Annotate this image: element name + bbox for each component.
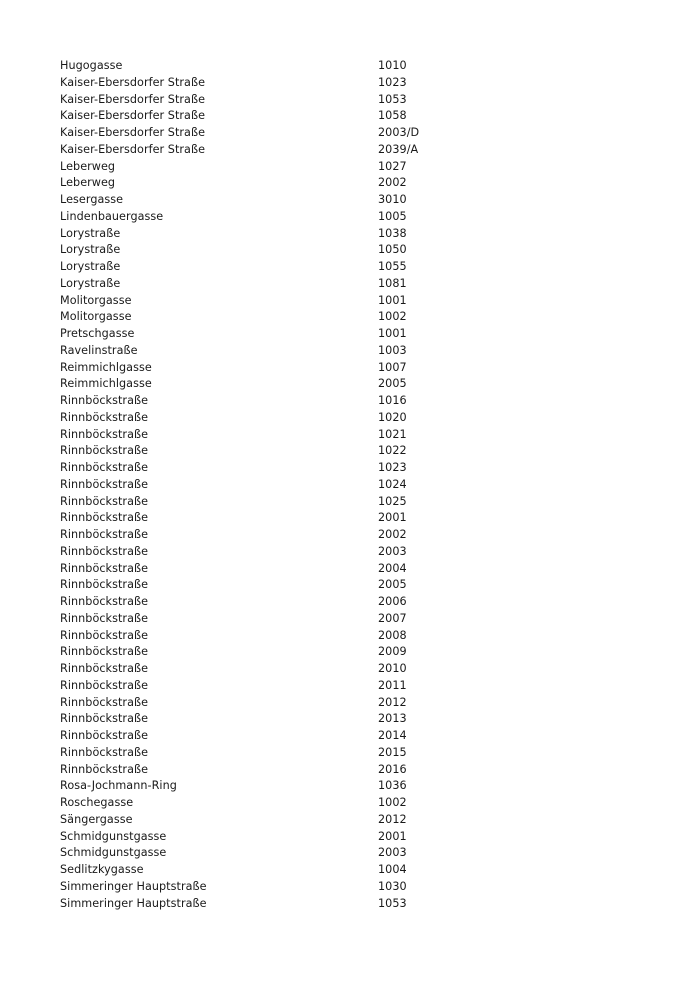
street-name: Rinnböckstraße xyxy=(60,394,149,407)
street-name: Leberweg xyxy=(60,159,116,173)
object-number: 1001 xyxy=(378,293,407,307)
street-name: Lorystraße xyxy=(60,226,121,240)
table-row xyxy=(60,711,640,728)
table-row xyxy=(60,159,640,176)
object-number: 1010 xyxy=(378,59,407,72)
street-name: Lindenbauergasse xyxy=(60,209,164,223)
street-name: Simmeringer Hauptstraße xyxy=(60,896,207,910)
table-row xyxy=(60,845,640,862)
table-row xyxy=(60,410,640,427)
street-name: Molitorgasse xyxy=(60,293,132,307)
street-name: Sedlitzkygasse xyxy=(60,863,144,876)
street-name: Rinnböckstraße xyxy=(60,762,149,776)
table-row xyxy=(60,142,640,159)
object-number: 2004 xyxy=(378,561,407,575)
object-number: 2013 xyxy=(378,712,407,726)
table-row xyxy=(60,577,640,594)
table-row xyxy=(60,695,640,712)
table-row xyxy=(60,427,640,444)
object-number: 2012 xyxy=(378,695,407,709)
object-number: 2003 xyxy=(378,846,407,860)
street-name: Rinnböckstraße xyxy=(60,662,149,675)
street-name: Rinnböckstraße xyxy=(60,561,149,575)
object-number: 2003 xyxy=(378,544,407,558)
table-row xyxy=(60,896,640,913)
street-name: Kaiser-Ebersdorfer Straße xyxy=(60,142,206,156)
object-number: 2005 xyxy=(378,377,407,391)
street-name: Reimmichlgasse xyxy=(60,360,152,374)
street-name: Rinnböckstraße xyxy=(60,611,149,625)
object-number: 2003/D xyxy=(378,126,420,139)
object-number: 2010 xyxy=(378,662,407,675)
street-name: Rinnböckstraße xyxy=(60,628,149,642)
street-name: Kaiser-Ebersdorfer Straße xyxy=(60,75,206,89)
object-number: 1020 xyxy=(378,410,407,424)
street-name: Kaiser-Ebersdorfer Straße xyxy=(60,126,206,139)
street-name: Rinnböckstraße xyxy=(60,528,149,541)
street-name: Rinnböckstraße xyxy=(60,745,149,759)
object-number: 2014 xyxy=(378,729,407,742)
street-name: Rosa-Jochmann-Ring xyxy=(60,779,177,793)
street-name: Kaiser-Ebersdorfer Straße xyxy=(60,109,206,123)
object-number: 2009 xyxy=(378,645,407,659)
table-row xyxy=(60,242,640,259)
object-number: 2005 xyxy=(378,578,407,592)
table-row xyxy=(60,360,640,377)
street-name: Kaiser-Ebersdorfer Straße xyxy=(60,92,206,106)
object-number: 2002 xyxy=(378,528,407,541)
object-number: 2001 xyxy=(378,829,407,843)
object-number: 2011 xyxy=(378,678,407,692)
table-row xyxy=(60,293,640,310)
table-row xyxy=(60,678,640,695)
object-number: 1002 xyxy=(378,310,407,324)
object-number: 1038 xyxy=(378,226,407,240)
table-row xyxy=(60,778,640,795)
table-row xyxy=(60,192,640,209)
table-row xyxy=(60,862,640,879)
street-name: Rinnböckstraße xyxy=(60,729,149,742)
table-row xyxy=(60,209,640,226)
object-number: 2039/A xyxy=(378,142,419,156)
object-number: 1007 xyxy=(378,360,407,374)
street-name: Hugogasse xyxy=(60,59,123,72)
street-name: Schmidgunstgasse xyxy=(60,829,167,843)
street-name: Molitorgasse xyxy=(60,310,132,324)
table-row xyxy=(60,108,640,125)
table-row xyxy=(60,343,640,360)
object-number: 2007 xyxy=(378,611,407,625)
object-number: 1053 xyxy=(378,92,407,106)
object-number: 1025 xyxy=(378,494,407,508)
object-number: 1050 xyxy=(378,243,407,257)
table-row xyxy=(60,594,640,611)
table-row xyxy=(60,376,640,393)
street-name: Simmeringer Hauptstraße xyxy=(60,879,207,893)
object-number: 1005 xyxy=(378,209,407,223)
street-name: Rinnböckstraße xyxy=(60,578,149,592)
table-row xyxy=(60,812,640,829)
object-number: 1058 xyxy=(378,109,407,123)
street-name: Roschegasse xyxy=(60,796,134,809)
object-number: 1021 xyxy=(378,427,407,441)
table-row xyxy=(60,460,640,477)
street-name: Rinnböckstraße xyxy=(60,477,149,491)
street-name: Reimmichlgasse xyxy=(60,377,152,391)
object-number: 1016 xyxy=(378,394,407,407)
street-name: Leberweg xyxy=(60,176,116,190)
table-row xyxy=(60,393,640,410)
table-row xyxy=(60,879,640,896)
table-row xyxy=(60,75,640,92)
object-number: 1003 xyxy=(378,343,407,357)
object-number: 1030 xyxy=(378,879,407,893)
object-number: 2008 xyxy=(378,628,407,642)
object-number: 2016 xyxy=(378,762,407,776)
table-row xyxy=(60,644,640,661)
street-name: Sängergasse xyxy=(60,812,133,826)
street-name: Rinnböckstraße xyxy=(60,678,149,692)
street-name: Rinnböckstraße xyxy=(60,695,149,709)
street-name: Ravelinstraße xyxy=(60,343,138,357)
table-row xyxy=(60,125,640,142)
table-row xyxy=(60,795,640,812)
street-name: Rinnböckstraße xyxy=(60,427,149,441)
address-listing xyxy=(60,58,640,912)
object-number: 2015 xyxy=(378,745,407,759)
street-name: Rinnböckstraße xyxy=(60,712,149,726)
table-row xyxy=(60,58,640,75)
street-name: Schmidgunstgasse xyxy=(60,846,167,860)
object-number: 1024 xyxy=(378,477,407,491)
table-row xyxy=(60,494,640,511)
object-number: 1053 xyxy=(378,896,407,910)
table-row xyxy=(60,309,640,326)
street-name: Rinnböckstraße xyxy=(60,461,149,474)
object-number: 1022 xyxy=(378,444,407,458)
object-number: 3010 xyxy=(378,193,407,206)
street-name: Lorystraße xyxy=(60,243,121,257)
object-number: 2002 xyxy=(378,176,407,190)
table-row xyxy=(60,259,640,276)
object-number: 1027 xyxy=(378,159,407,173)
table-row xyxy=(60,762,640,779)
object-number: 1023 xyxy=(378,75,407,89)
object-number: 1023 xyxy=(378,461,407,474)
table-row xyxy=(60,611,640,628)
table-row xyxy=(60,628,640,645)
street-name: Lorystraße xyxy=(60,276,121,290)
object-number: 1002 xyxy=(378,796,407,809)
object-number: 1004 xyxy=(378,863,407,876)
table-row xyxy=(60,728,640,745)
table-row xyxy=(60,92,640,109)
object-number: 2006 xyxy=(378,595,407,608)
table-row xyxy=(60,527,640,544)
street-name: Rinnböckstraße xyxy=(60,595,149,608)
table-row xyxy=(60,561,640,578)
object-number: 1001 xyxy=(378,327,407,340)
object-number: 2001 xyxy=(378,511,407,525)
table-row xyxy=(60,443,640,460)
table-row xyxy=(60,276,640,293)
table-row xyxy=(60,661,640,678)
table-row xyxy=(60,745,640,762)
object-number: 2012 xyxy=(378,812,407,826)
table-row xyxy=(60,544,640,561)
street-name: Pretschgasse xyxy=(60,327,135,340)
table-row xyxy=(60,477,640,494)
street-name: Rinnböckstraße xyxy=(60,645,149,659)
table-row xyxy=(60,226,640,243)
street-name: Lesergasse xyxy=(60,193,124,206)
street-name: Rinnböckstraße xyxy=(60,410,149,424)
table-row xyxy=(60,510,640,527)
street-name: Rinnböckstraße xyxy=(60,511,149,525)
object-number: 1036 xyxy=(378,779,407,793)
street-name: Rinnböckstraße xyxy=(60,544,149,558)
street-name: Rinnböckstraße xyxy=(60,444,149,458)
table-row xyxy=(60,829,640,846)
object-number: 1081 xyxy=(378,276,407,290)
street-name: Lorystraße xyxy=(60,260,121,273)
table-row xyxy=(60,326,640,343)
street-name: Rinnböckstraße xyxy=(60,494,149,508)
table-row xyxy=(60,175,640,192)
object-number: 1055 xyxy=(378,260,407,273)
